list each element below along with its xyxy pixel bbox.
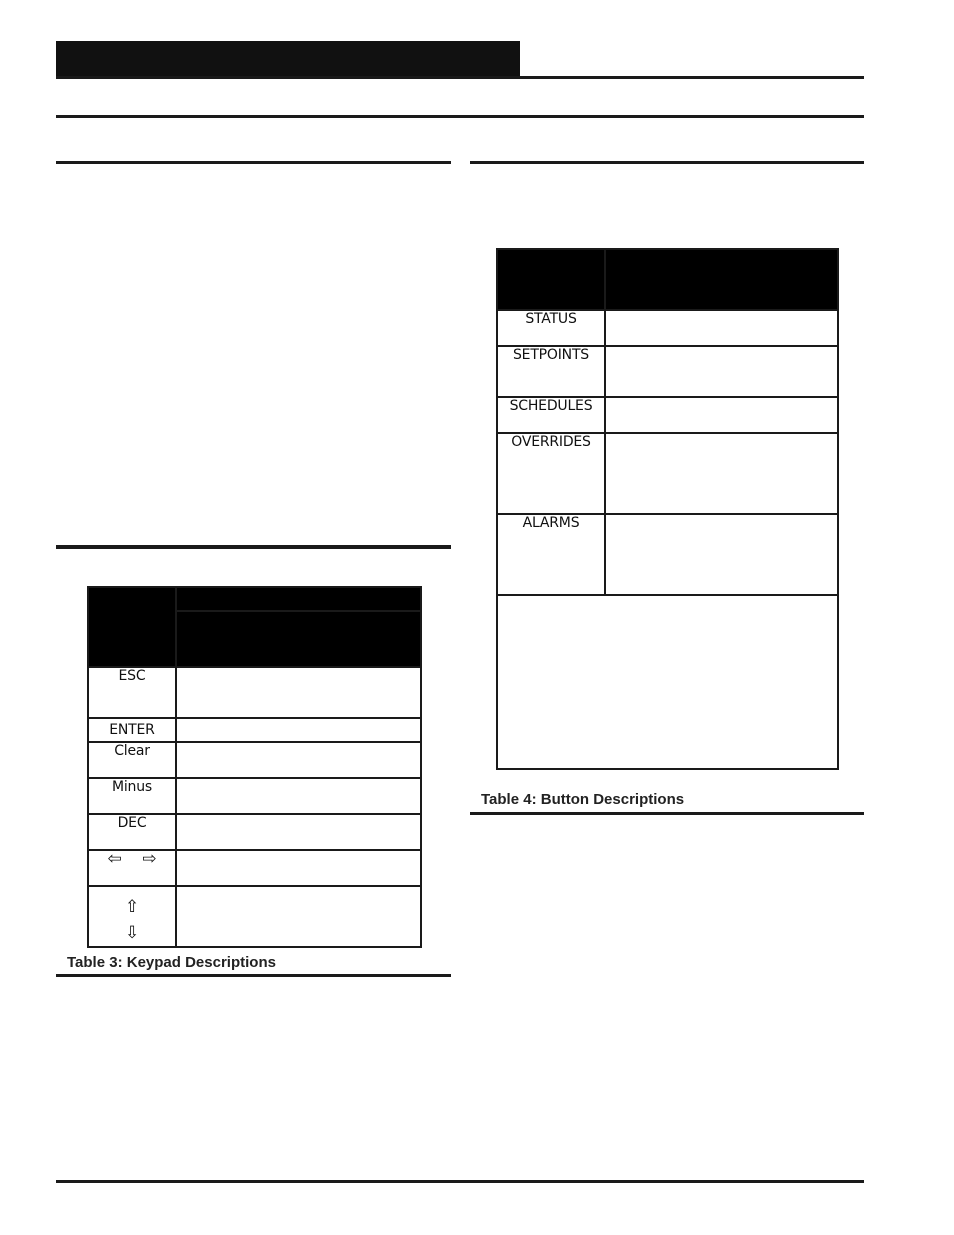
keypad-header-top-cell	[176, 587, 421, 611]
table-row	[88, 850, 421, 886]
keypad-description-cell	[176, 778, 421, 814]
down-arrow-icon: ⇩	[124, 923, 140, 943]
keypad-description-cell	[176, 850, 421, 886]
keypad-key-dec: DEC	[88, 814, 176, 850]
keypad-table-caption: Table 3: Keypad Descriptions	[67, 954, 276, 971]
table-row	[88, 814, 421, 850]
keypad-key-up-down	[88, 886, 176, 947]
button-description-cell	[605, 514, 838, 595]
keypad-caption-rule	[56, 974, 451, 977]
table-row	[88, 778, 421, 814]
left-column-rule	[56, 161, 451, 164]
section-rule-top	[56, 115, 864, 118]
right-arrow-icon: ⇨	[142, 849, 157, 869]
button-header-description-cell	[605, 249, 838, 310]
keypad-key-minus: Minus	[88, 778, 176, 814]
table-row	[497, 595, 838, 769]
table-row	[88, 886, 421, 947]
table-row	[497, 397, 838, 433]
keypad-description-cell	[176, 886, 421, 947]
header-bar	[56, 41, 520, 78]
keypad-header-description-cell	[176, 611, 421, 667]
keypad-description-cell	[176, 667, 421, 718]
button-description-cell	[605, 346, 838, 397]
keypad-description-cell	[176, 742, 421, 778]
button-schedules: SCHEDULES	[497, 397, 605, 433]
keypad-descriptions-table	[87, 586, 422, 948]
table-row	[88, 742, 421, 778]
button-description-cell	[605, 397, 838, 433]
footer-rule	[56, 1180, 864, 1183]
right-column-rule	[470, 161, 864, 164]
keypad-description-cell	[176, 814, 421, 850]
left-arrow-icon: ⇦	[107, 849, 122, 869]
button-description-cell	[605, 433, 838, 514]
table-row	[88, 667, 421, 718]
button-setpoints: SETPOINTS	[497, 346, 605, 397]
button-caption-rule	[470, 812, 864, 815]
button-descriptions-table	[496, 248, 839, 770]
table-row	[497, 346, 838, 397]
table-row	[497, 310, 838, 346]
button-description-cell	[605, 310, 838, 346]
table-row	[497, 433, 838, 514]
up-arrow-icon: ⇧	[124, 897, 140, 917]
keypad-key-clear: Clear	[88, 742, 176, 778]
keypad-header-key-cell	[88, 587, 176, 667]
button-header-cell	[497, 249, 605, 310]
table-row	[497, 514, 838, 595]
keypad-key-enter: ENTER	[88, 718, 176, 742]
button-alarms: ALARMS	[497, 514, 605, 595]
button-overrides: OVERRIDES	[497, 433, 605, 514]
keypad-description-cell	[176, 718, 421, 742]
header-rule	[56, 76, 864, 79]
keypad-key-esc: ESC	[88, 667, 176, 718]
button-status: STATUS	[497, 310, 605, 346]
keypad-key-left-right	[88, 850, 176, 886]
button-table-caption: Table 4: Button Descriptions	[481, 791, 685, 808]
table-row	[88, 718, 421, 742]
keypad-section-rule	[56, 545, 451, 549]
button-table-notes-cell	[497, 595, 838, 769]
